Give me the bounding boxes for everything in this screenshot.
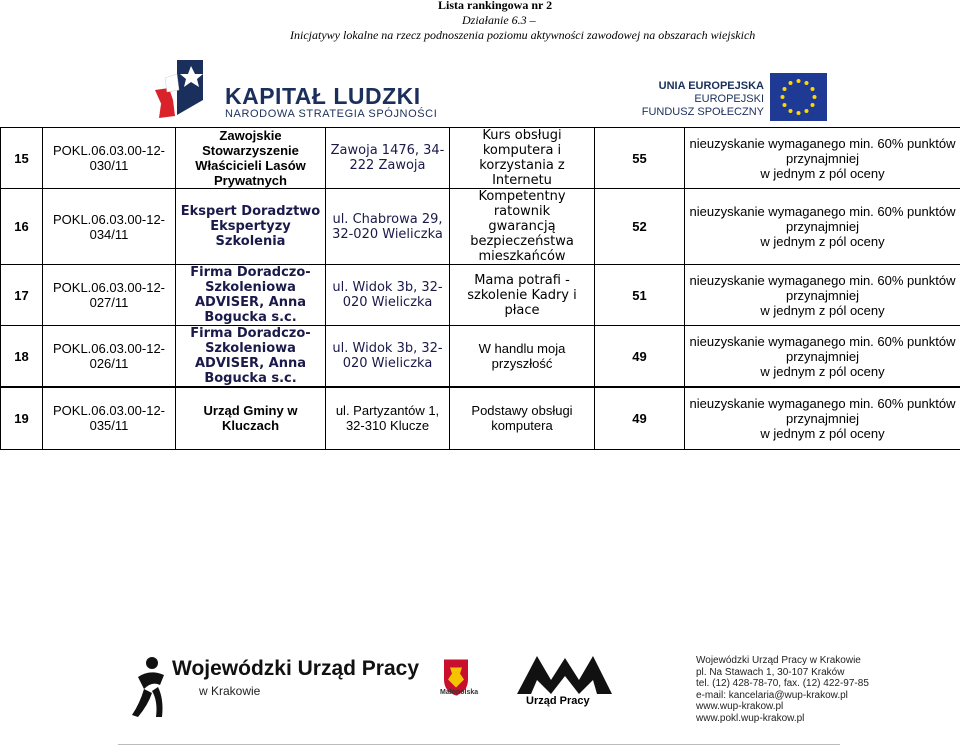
measure-subtitle: Działanie 6.3 – (462, 13, 536, 27)
applicant-address: Zawoja 1476, 34- 222 Zawoja (326, 128, 450, 189)
table-row (1, 128, 960, 189)
project-title: Kompetentny ratownik gwarancją bezpieczeństwa mieszkańców (450, 189, 595, 265)
applicant-name: Ekspert Doradztwo Ekspertyzy Szkolenia (176, 189, 326, 265)
row-number: 19 (1, 387, 43, 449)
points: 49 (595, 387, 685, 449)
eu-line-3: FUNDUSZ SPOŁECZNY (641, 106, 764, 118)
contact-line: tel. (12) 428-78-70, fax. (12) 422-97-85 (696, 678, 869, 690)
row-number: 16 (1, 189, 43, 265)
points: 49 (595, 326, 685, 388)
remarks: nieuzyskanie wymaganego min. 60% punktów przynajmniej w jednym z pól oceny (685, 326, 960, 388)
application-number: POKL.06.03.00-12- 035/11 (43, 387, 176, 449)
remarks: nieuzyskanie wymaganego min. 60% punktów przynajmniej w jednym z pól oceny (685, 189, 960, 265)
footer-divider (118, 744, 840, 745)
table-row (1, 387, 960, 449)
points: 51 (595, 265, 685, 326)
measure-description: Inicjatywy lokalne na rzecz podnoszenia poziomu aktywności zawodowej na obszarach wiejskich (290, 28, 756, 42)
points: 52 (595, 189, 685, 265)
applicant-name: Firma Doradczo- Szkoleniowa ADVISER, Anna Bogucka s.c. (176, 326, 326, 388)
row-number: 18 (1, 326, 43, 388)
applicant-name: Urząd Gminy w Kluczach (176, 387, 326, 449)
contact-website[interactable]: www.pokl.wup-krakow.pl (696, 712, 805, 724)
urzad-pracy-logo-icon (517, 650, 612, 698)
eu-line-2: EUROPEJSKI (694, 93, 764, 105)
wup-title: Wojewódzki Urząd Pracy (172, 657, 420, 680)
ranking-table (0, 127, 960, 450)
urzad-pracy-label: Urząd Pracy (526, 695, 590, 707)
wup-subtitle: w Krakowie (199, 684, 261, 698)
points: 55 (595, 128, 685, 189)
application-number: POKL.06.03.00-12- 030/11 (43, 128, 176, 189)
kapital-ludzki-title: KAPITAŁ LUDZKI (225, 83, 421, 109)
table-row (1, 326, 960, 388)
row-number: 15 (1, 128, 43, 189)
remarks: nieuzyskanie wymaganego min. 60% punktów przynajmniej w jednym z pól oceny (685, 265, 960, 326)
kapital-ludzki-subtitle: NARODOWA STRATEGIA SPÓJNOŚCI (225, 108, 438, 120)
application-number: POKL.06.03.00-12- 026/11 (43, 326, 176, 388)
remarks: nieuzyskanie wymaganego min. 60% punktów przynajmniej w jednym z pól oceny (685, 387, 960, 449)
table-row (1, 265, 960, 326)
eu-flag-icon (770, 73, 827, 121)
row-number: 17 (1, 265, 43, 326)
remarks: nieuzyskanie wymaganego min. 60% punktów przynajmniej w jednym z pól oceny (685, 128, 960, 189)
eu-line-1: UNIA EUROPEJSKA (658, 80, 764, 92)
applicant-address: ul. Chabrowa 29, 32-020 Wieliczka (326, 189, 450, 265)
project-title: W handlu moja przyszłość (450, 326, 595, 388)
eu-text-block (640, 80, 764, 119)
applicant-address: ul. Partyzantów 1, 32-310 Klucze (326, 387, 450, 449)
applicant-address: ul. Widok 3b, 32- 020 Wieliczka (326, 326, 450, 388)
project-title: Mama potrafi - szkolenie Kadry i płace (450, 265, 595, 326)
malopolska-label: Małopolska (440, 689, 479, 696)
contact-website[interactable]: www.wup-krakow.pl (696, 701, 784, 713)
application-number: POKL.06.03.00-12- 027/11 (43, 265, 176, 326)
wup-figure-logo-icon (130, 655, 170, 720)
application-number: POKL.06.03.00-12- 034/11 (43, 189, 176, 265)
project-title: Kurs obsługi komputera i korzystania z Internetu (450, 128, 595, 189)
project-title: Podstawy obsługi komputera (450, 387, 595, 449)
contact-email[interactable]: e-mail: kancelaria@wup-krakow.pl (696, 689, 848, 701)
table-row (1, 189, 960, 265)
applicant-name: Firma Doradczo- Szkoleniowa ADVISER, Anna Bogucka s.c. (176, 265, 326, 326)
contact-block (696, 655, 869, 725)
applicant-name: Zawojskie Stowarzyszenie Właścicieli Lasów Prywatnych (176, 128, 326, 189)
malopolska-crest-icon (440, 650, 472, 705)
applicant-address: ul. Widok 3b, 32- 020 Wieliczka (326, 265, 450, 326)
list-title: Lista rankingowa nr 2 (438, 0, 553, 12)
contact-line: pl. Na Stawach 1, 30-107 Kraków (696, 666, 845, 678)
contact-line: Wojewódzki Urząd Pracy w Krakowie (696, 655, 861, 666)
